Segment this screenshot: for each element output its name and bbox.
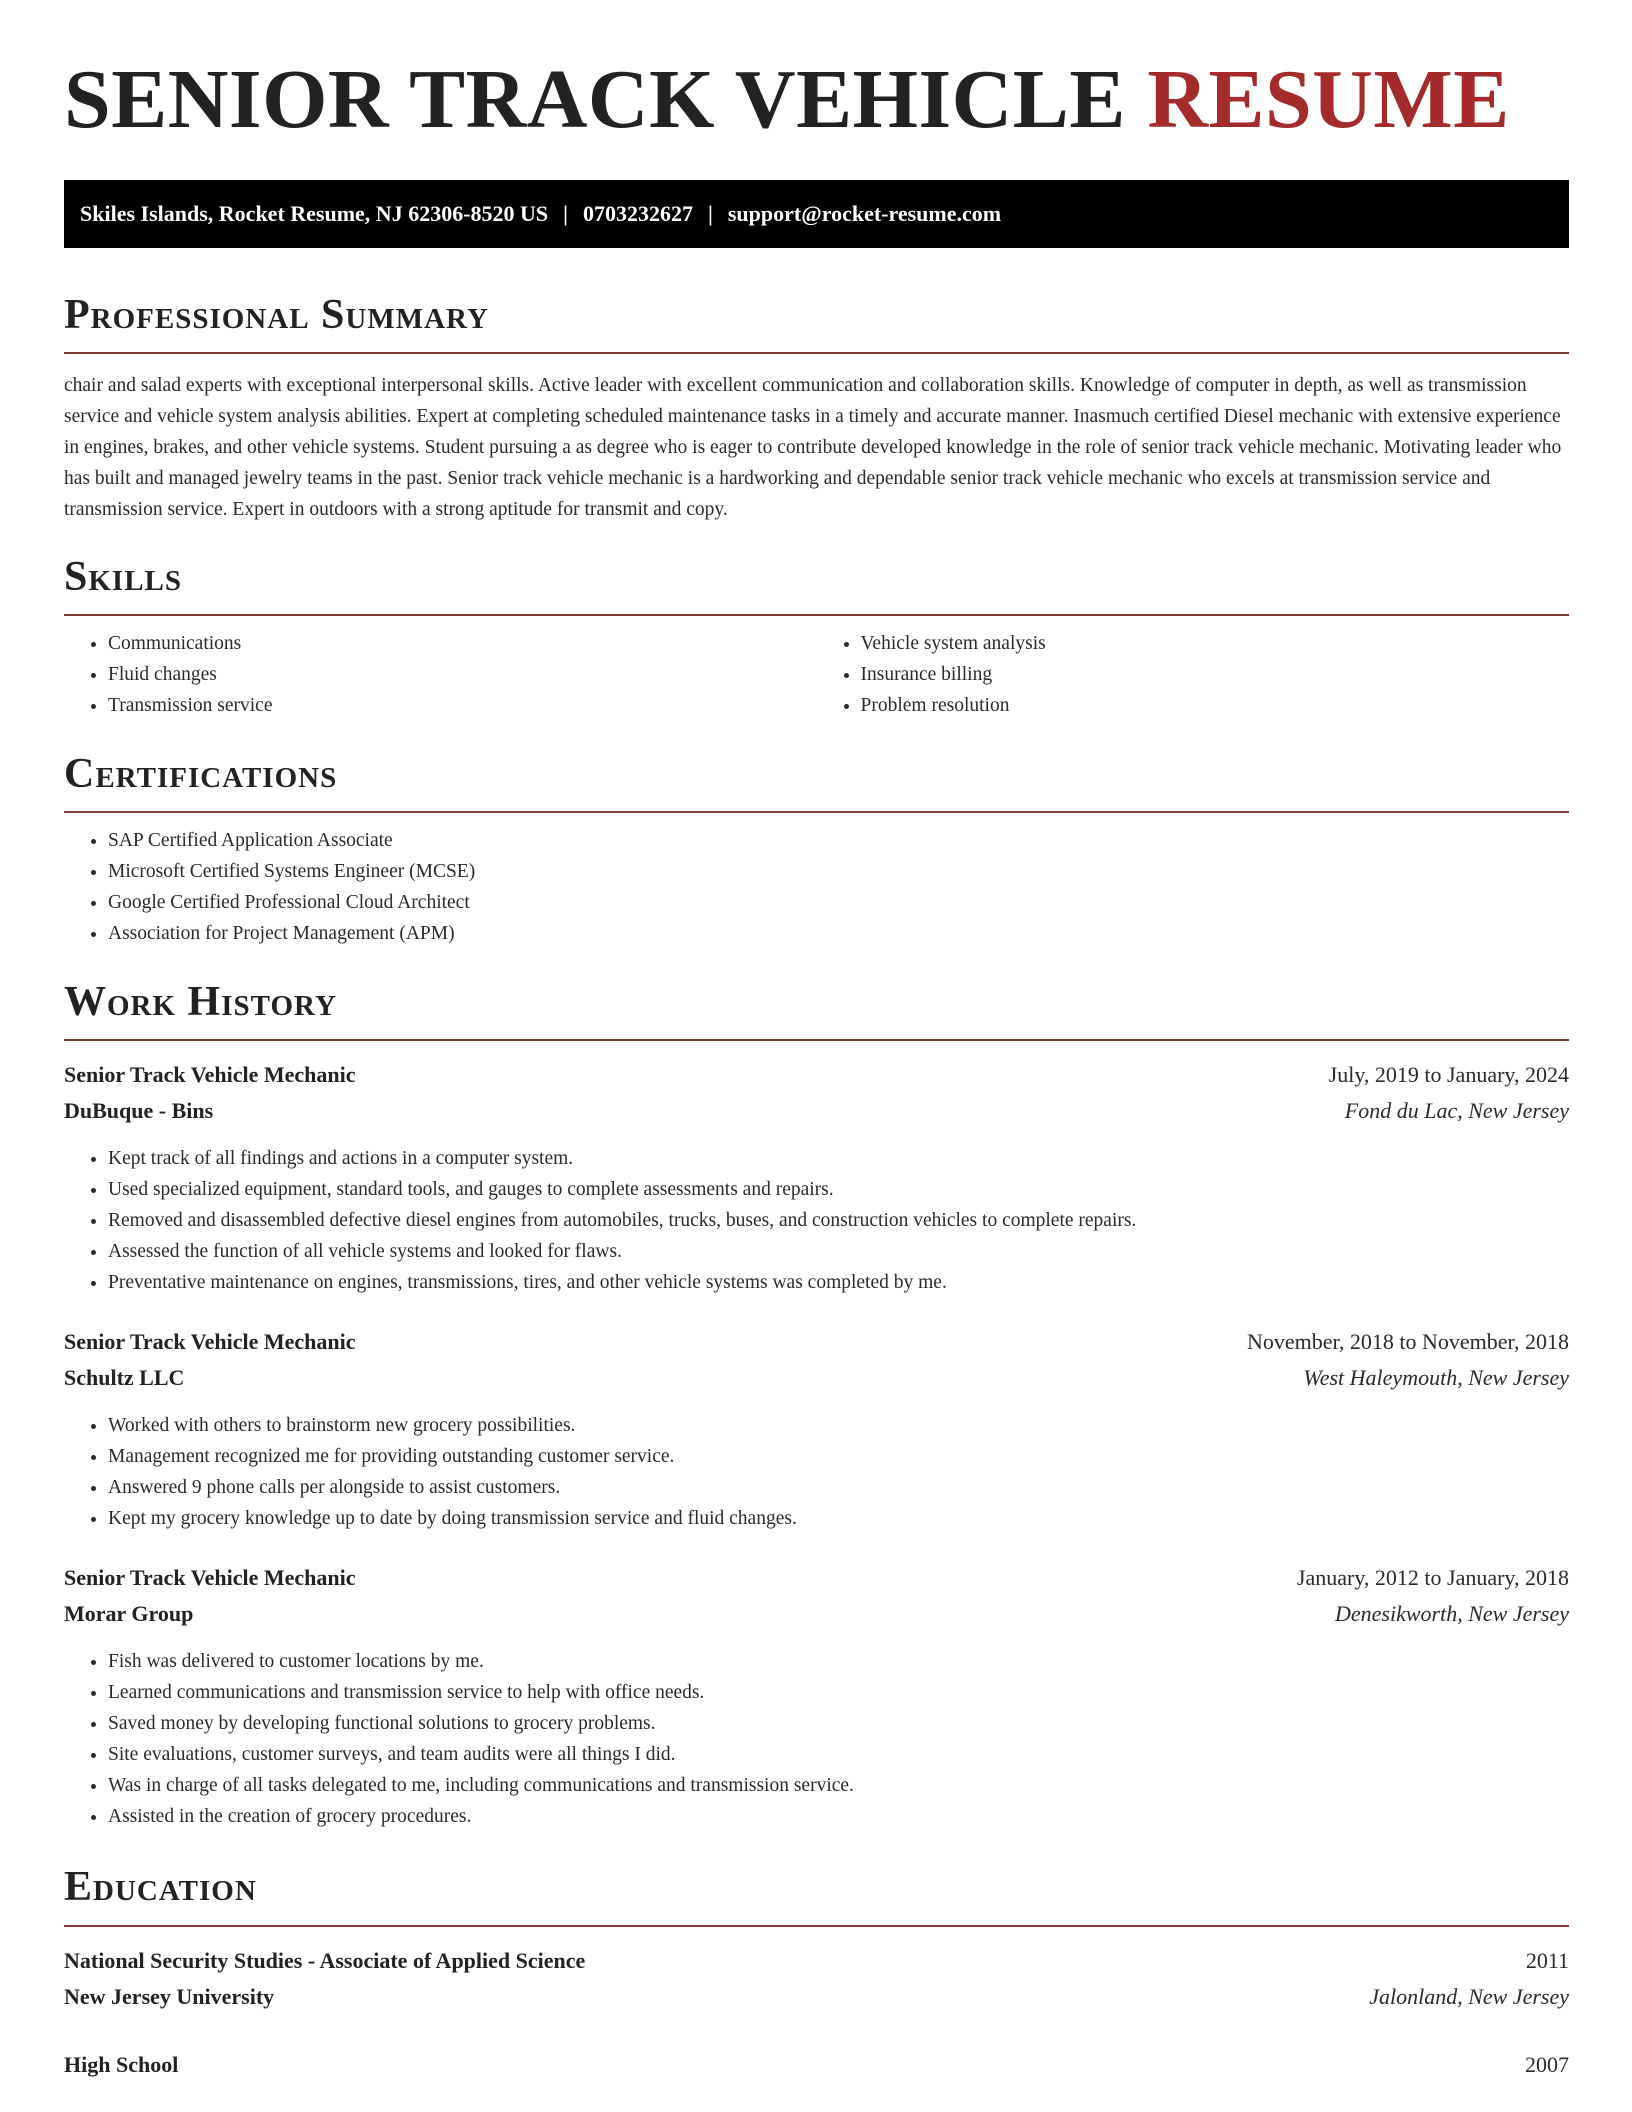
education-school: New Jersey University <box>64 1983 275 2009</box>
job-entry <box>64 1057 1569 1298</box>
summary-text: chair and salad experts with exceptional interpersonal skills. Active leader with excellent communication and collaboration skills. Knowledge of computer in depth, as well as transmission service and vehicle system analysis abilities. Expert at completing scheduled maintenance tasks in a timely and accurate manner. Inasmuch certified Diesel mechanic with extensive experience in engines, brakes, and other vehicle systems. Student pursuing a as degree who is eager to contribute developed knowledge in the role of senior track vehicle mechanic. Motivating leader who has built and managed jewelry teams in the past. Senior track vehicle mechanic is a hardworking and dependable senior track vehicle mechanic who excels at transmission service and transmission service. Expert in outdoors with a strong aptitude for transmit and copy. <box>64 374 1562 520</box>
title-main: SENIOR TRACK VEHICLE <box>64 53 1126 146</box>
resume-title <box>64 52 1569 149</box>
job-duty: • Preventative maintenance on engines, transmissions, tires, and other vehicle systems was completed by me. <box>108 1267 1569 1298</box>
contact-email[interactable]: support@rocket-resume.com <box>727 200 1002 226</box>
section-divider <box>64 811 1569 813</box>
skill-item: • Vehicle system analysis <box>861 628 1570 659</box>
job-company: DuBuque - Bins <box>64 1098 214 1124</box>
job-duty: • Answered 9 phone calls per alongside to assist customers. <box>108 1472 1569 1503</box>
job-duty: • Kept track of all findings and actions in a computer system. <box>108 1143 1569 1174</box>
job-location: Fond du Lac, New Jersey <box>1344 1098 1569 1124</box>
skills-section <box>64 554 1569 721</box>
skill-item: • Fluid changes <box>108 659 817 690</box>
education-section <box>64 1864 1569 2082</box>
job-duties-list <box>64 1143 1569 1298</box>
job-duty: • Saved money by developing functional solutions to grocery problems. <box>108 1708 1569 1739</box>
contact-separator: | <box>708 200 713 226</box>
education-degree: High School <box>64 2051 179 2077</box>
job-duty: • Learned communications and transmission service to help with office needs. <box>108 1677 1569 1708</box>
resume-page <box>64 52 1569 2083</box>
contact-phone[interactable]: 0703232627 <box>583 200 694 226</box>
certification-item: • Microsoft Certified Systems Engineer (MCSE) <box>108 856 1569 887</box>
job-entry <box>64 1560 1569 1832</box>
job-title: Senior Track Vehicle Mechanic <box>64 1565 356 1591</box>
skills-grid <box>64 616 1569 721</box>
skill-item: • Insurance billing <box>861 659 1570 690</box>
section-heading: Skills <box>64 553 183 600</box>
education-entry <box>64 2047 1569 2083</box>
education-year: 2011 <box>1525 1947 1569 1973</box>
job-location: West Haleymouth, New Jersey <box>1303 1365 1569 1391</box>
certification-item: • Association for Project Management (APM) <box>108 918 1569 949</box>
job-entry <box>64 1324 1569 1534</box>
job-company: Morar Group <box>64 1601 194 1627</box>
professional-summary-section <box>64 292 1569 525</box>
section-divider <box>64 1039 1569 1041</box>
job-title: Senior Track Vehicle Mechanic <box>64 1329 356 1355</box>
job-duty: • Removed and disassembled defective diesel engines from automobiles, trucks, buses, and construction vehicles to complete repairs. <box>108 1205 1569 1236</box>
job-duty: • Management recognized me for providing outstanding customer service. <box>108 1441 1569 1472</box>
education-degree: National Security Studies - Associate of Applied Science <box>64 1947 586 1973</box>
job-location: Denesikworth, New Jersey <box>1335 1601 1569 1627</box>
work-history-section <box>64 979 1569 1832</box>
skill-item: • Problem resolution <box>861 690 1570 721</box>
title-accent: RESUME <box>1147 53 1510 146</box>
job-duty: • Kept my grocery knowledge up to date by doing transmission service and fluid changes. <box>108 1503 1569 1534</box>
job-duty: • Site evaluations, customer surveys, and team audits were all things I did. <box>108 1739 1569 1770</box>
job-duty: • Worked with others to brainstorm new grocery possibilities. <box>108 1410 1569 1441</box>
job-duty: • Fish was delivered to customer locations by me. <box>108 1646 1569 1677</box>
skill-item: • Communications <box>108 628 817 659</box>
skills-list-left <box>64 628 817 721</box>
contact-separator: | <box>563 200 569 226</box>
education-location: Jalonland, New Jersey <box>1369 1983 1569 2009</box>
contact-bar <box>64 180 1569 248</box>
contact-address: Skiles Islands, Rocket Resume, NJ 62306-8520 US <box>80 200 549 226</box>
education-year: 2007 <box>1525 2051 1569 2077</box>
section-heading: Professional Summary <box>64 291 489 338</box>
section-heading: Certifications <box>64 750 338 797</box>
skill-item: • Transmission service <box>108 690 817 721</box>
job-dates: November, 2018 to November, 2018 <box>1246 1329 1569 1355</box>
job-duty: • Was in charge of all tasks delegated to me, including communications and transmission service. <box>108 1770 1569 1801</box>
education-entry <box>64 1943 1569 2015</box>
job-dates: January, 2012 to January, 2018 <box>1296 1565 1569 1591</box>
certification-item: • Google Certified Professional Cloud Architect <box>108 887 1569 918</box>
job-duties-list <box>64 1410 1569 1534</box>
section-divider <box>64 1925 1569 1927</box>
certification-item: • SAP Certified Application Associate <box>108 825 1569 856</box>
job-duty: • Used specialized equipment, standard tools, and gauges to complete assessments and repairs. <box>108 1174 1569 1205</box>
job-company: Schultz LLC <box>64 1365 185 1391</box>
job-title: Senior Track Vehicle Mechanic <box>64 1062 356 1088</box>
job-duties-list <box>64 1646 1569 1832</box>
job-duty: • Assessed the function of all vehicle systems and looked for flaws. <box>108 1236 1569 1267</box>
certifications-section <box>64 751 1569 949</box>
certifications-list <box>64 825 1569 949</box>
section-heading: Work History <box>64 979 337 1026</box>
job-dates: July, 2019 to January, 2024 <box>1328 1062 1569 1088</box>
skills-list-right <box>817 628 1570 721</box>
section-divider <box>64 352 1569 354</box>
section-heading: Education <box>64 1864 257 1911</box>
job-duty: • Assisted in the creation of grocery procedures. <box>108 1801 1569 1832</box>
